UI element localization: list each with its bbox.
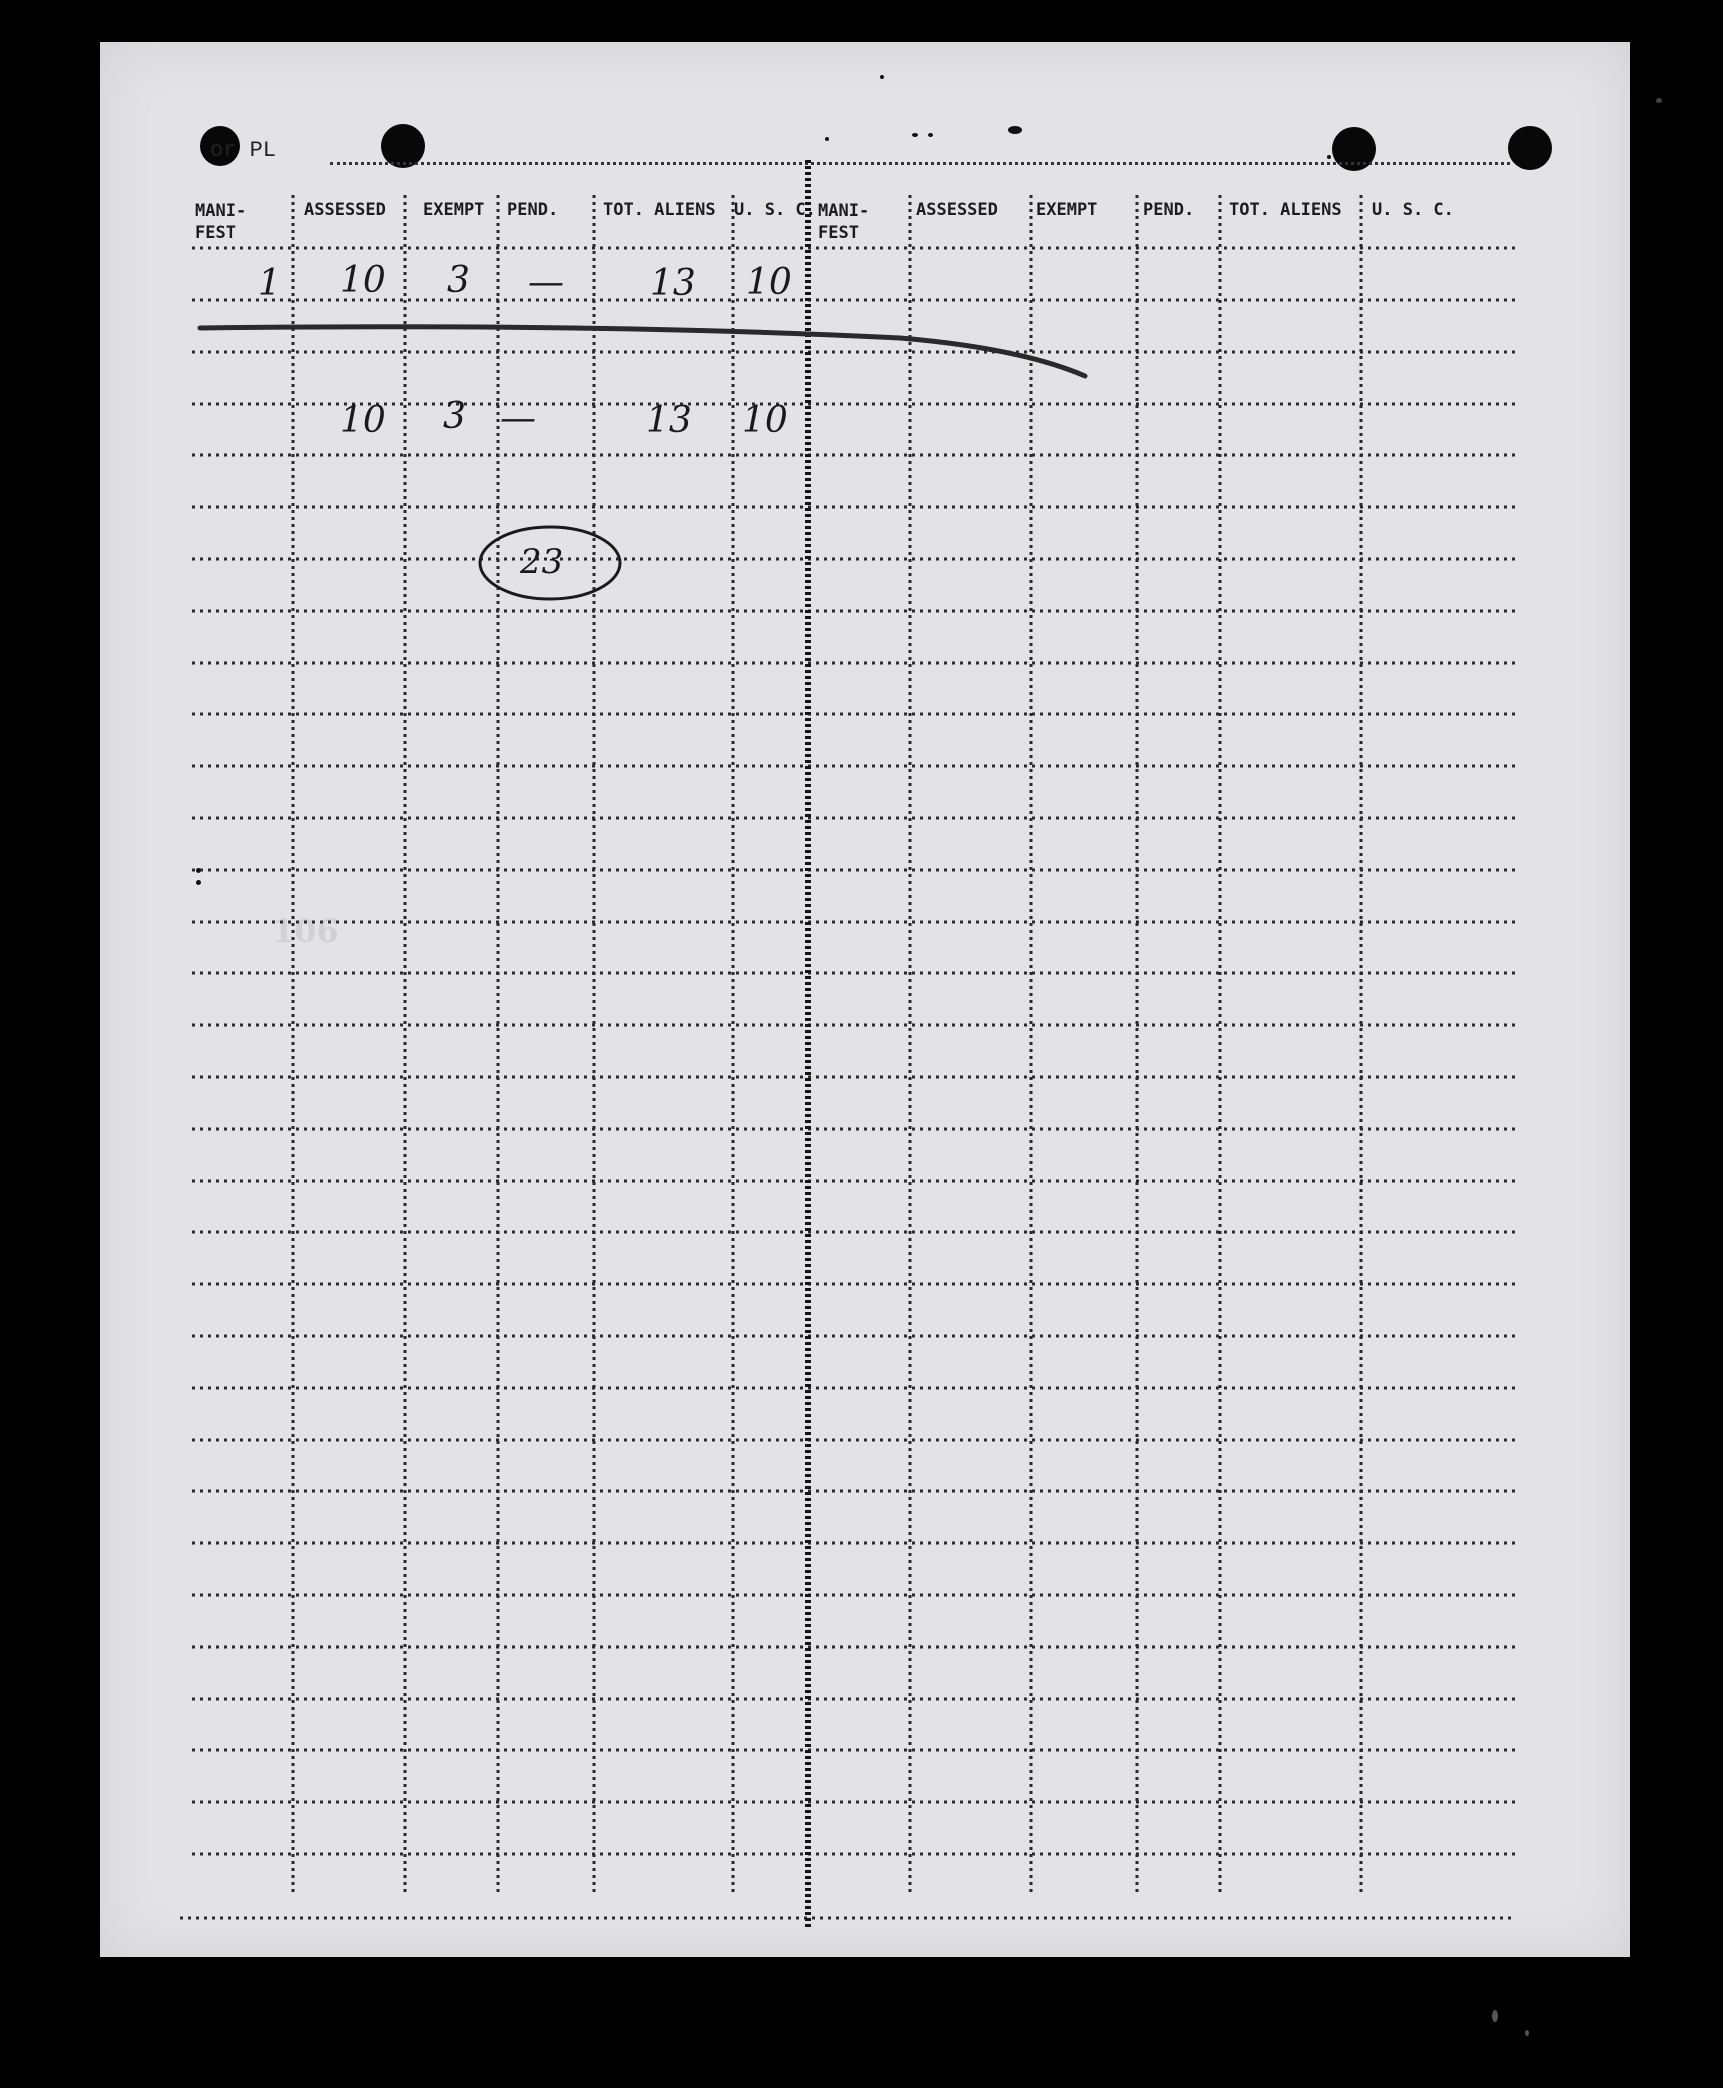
total-assessed: 10 bbox=[340, 400, 386, 441]
col-header-manifest-left: MANI- FEST bbox=[195, 201, 247, 243]
col-header-usc-left: U. S. C. bbox=[734, 200, 816, 220]
col-header-tot-aliens-right: TOT. ALIENS bbox=[1229, 200, 1342, 220]
row1-tot-aliens: 13 bbox=[650, 263, 696, 304]
total-pend: — bbox=[500, 398, 536, 439]
col-header-usc-right: U. S. C. bbox=[1372, 200, 1454, 220]
grand-total: 23 bbox=[520, 542, 564, 582]
row1-manifest: 1 bbox=[258, 263, 281, 304]
row1-pend: — bbox=[528, 262, 564, 303]
col-header-pend-left: PEND. bbox=[507, 200, 559, 220]
show-through-mark: 106 bbox=[272, 912, 339, 950]
col-header-manifest-right: MANI- FEST bbox=[818, 201, 870, 243]
col-header-assessed-left: ASSESSED bbox=[304, 200, 386, 220]
total-usc: 10 bbox=[742, 400, 788, 441]
col-header-assessed-right: ASSESSED bbox=[916, 200, 998, 220]
col-header-exempt-right: EXEMPT bbox=[1036, 200, 1098, 220]
col-header-tot-aliens-left: TOT. ALIENS bbox=[603, 200, 716, 220]
row1-usc: 10 bbox=[746, 262, 792, 303]
col-header-pend-right: PEND. bbox=[1143, 200, 1195, 220]
row1-exempt: 3 bbox=[447, 260, 470, 301]
col-header-exempt-left: EXEMPT bbox=[423, 200, 485, 220]
port-label: or PL bbox=[210, 138, 277, 163]
total-tot-aliens: 13 bbox=[646, 400, 692, 441]
row1-assessed: 10 bbox=[340, 260, 386, 301]
total-exempt: 3 bbox=[443, 396, 466, 437]
